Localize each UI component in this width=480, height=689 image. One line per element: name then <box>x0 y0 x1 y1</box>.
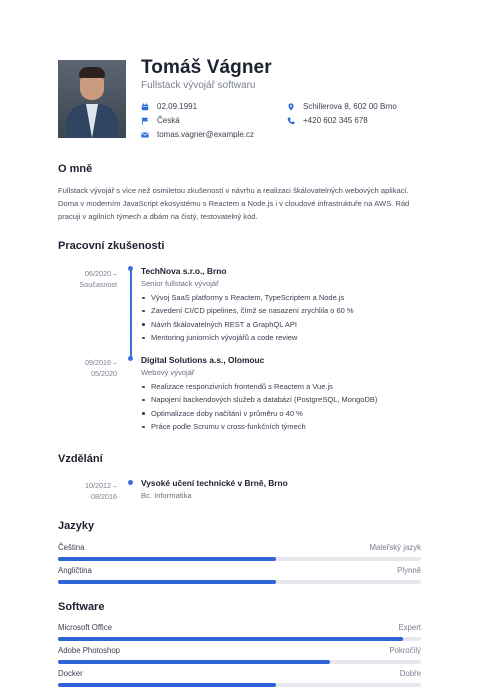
experience-title: Pracovní zkušenosti <box>58 240 165 252</box>
contact-address <box>287 102 397 111</box>
contact-nationality <box>141 116 180 125</box>
phone-icon <box>287 117 295 125</box>
education-school: Vysoké učení technické v Brně, Brno <box>141 478 288 488</box>
calendar-icon <box>141 103 149 111</box>
contact-birthdate <box>141 102 197 111</box>
date-from: 06/2020 – <box>85 269 117 278</box>
skill-bar-track <box>58 557 421 561</box>
skill-level: Dobře <box>399 669 421 678</box>
profile-photo <box>58 60 126 138</box>
experience-position: Senior fullstack vývojář <box>141 279 219 288</box>
education-title: Vzdělání <box>58 453 103 465</box>
skill-bar-fill <box>58 660 330 664</box>
person-role: Fullstack vývojář softwaru <box>141 80 256 91</box>
experience-bullets <box>141 291 354 345</box>
flag-icon <box>141 117 149 125</box>
list-item: Realizace responzivních frontendů s Reactem a Vue.js <box>141 380 377 393</box>
languages-title: Jazyky <box>58 520 95 532</box>
email-text: tomas.vagner@example.cz <box>157 130 255 139</box>
software-skill <box>58 623 421 643</box>
list-item: Mentoring juniorních vývojářů a code review <box>141 331 354 344</box>
list-item: Práce podle Scrumu v cross-funkčních týmech <box>141 420 377 433</box>
skill-bar-fill <box>58 580 276 584</box>
birthdate-text: 02.09.1991 <box>157 102 198 111</box>
date-to: 08/2016 <box>91 492 117 501</box>
skill-name: Docker <box>58 669 83 678</box>
skill-level: Pokročilý <box>389 646 421 655</box>
contact-email <box>141 130 254 139</box>
date-to: 05/2020 <box>91 369 117 378</box>
education-date <box>57 480 117 502</box>
skill-bar-fill <box>58 683 276 687</box>
language-skill <box>58 543 421 563</box>
skill-level: Plynně <box>397 566 421 575</box>
about-title: O mně <box>58 163 93 175</box>
list-item: Napojení backendových služeb a databází (PostgreSQL, MongoDB) <box>141 393 377 406</box>
software-skill <box>58 669 421 689</box>
experience-timeline-line <box>130 270 132 360</box>
language-skill <box>58 566 421 586</box>
skill-bar-track <box>58 637 421 641</box>
map-pin-icon <box>287 103 295 111</box>
address-text: Schillerova 8, 602 00 Brno <box>303 102 397 111</box>
skill-bar-fill <box>58 557 276 561</box>
date-from: 10/2012 – <box>85 481 117 490</box>
experience-date <box>57 268 117 290</box>
experience-position: Webový vývojář <box>141 368 195 377</box>
timeline-dot <box>128 356 133 361</box>
person-name: Tomáš Vágner <box>141 57 272 78</box>
skill-level: Mateřský jazyk <box>369 543 421 552</box>
date-to: Současnost <box>79 280 117 289</box>
contact-phone <box>287 116 368 125</box>
experience-bullets <box>141 380 377 434</box>
software-title: Software <box>58 601 105 613</box>
timeline-dot <box>128 266 133 271</box>
skill-level: Expert <box>398 623 421 632</box>
skill-bar-track <box>58 683 421 687</box>
skill-name: Angličtina <box>58 566 92 575</box>
phone-text: +420 602 345 678 <box>303 116 368 125</box>
list-item: Optimalizace doby načítání v průměru o 40 % <box>141 407 377 420</box>
list-item: Návrh škálovatelných REST a GraphQL API <box>141 318 354 331</box>
envelope-icon <box>141 131 149 139</box>
experience-company: Digital Solutions a.s., Olomouc <box>141 355 265 365</box>
skill-name: Čeština <box>58 543 85 552</box>
software-skill <box>58 646 421 666</box>
list-item: Vývoj SaaS platformy s Reactem, TypeScriptem a Node.js <box>141 291 354 304</box>
experience-company: TechNova s.r.o., Brno <box>141 266 227 276</box>
list-item: Zavedení CI/CD pipelines, čímž se nasazení zrychlila o 60 % <box>141 304 354 317</box>
skill-name: Adobe Photoshop <box>58 646 120 655</box>
education-degree: Bc. Informatika <box>141 491 192 500</box>
about-text: Fullstack vývojář s více než osmiletou zkušeností v návrhu a realizaci škálovatelných webových aplikací. Doma v moderním JavaScript ekosystému s Reactem a Node.js i v cloudové infrastruktuře na AWS. Rád pracuji v agilních týmech a dbám na čistý, testovatelný kód. <box>58 186 410 221</box>
nationality-text: Česká <box>157 116 180 125</box>
timeline-dot <box>128 480 133 485</box>
skill-bar-track <box>58 660 421 664</box>
experience-date <box>57 357 117 379</box>
skill-bar-fill <box>58 637 403 641</box>
date-from: 09/2016 – <box>85 358 117 367</box>
skill-name: Microsoft Office <box>58 623 113 632</box>
skill-bar-track <box>58 580 421 584</box>
